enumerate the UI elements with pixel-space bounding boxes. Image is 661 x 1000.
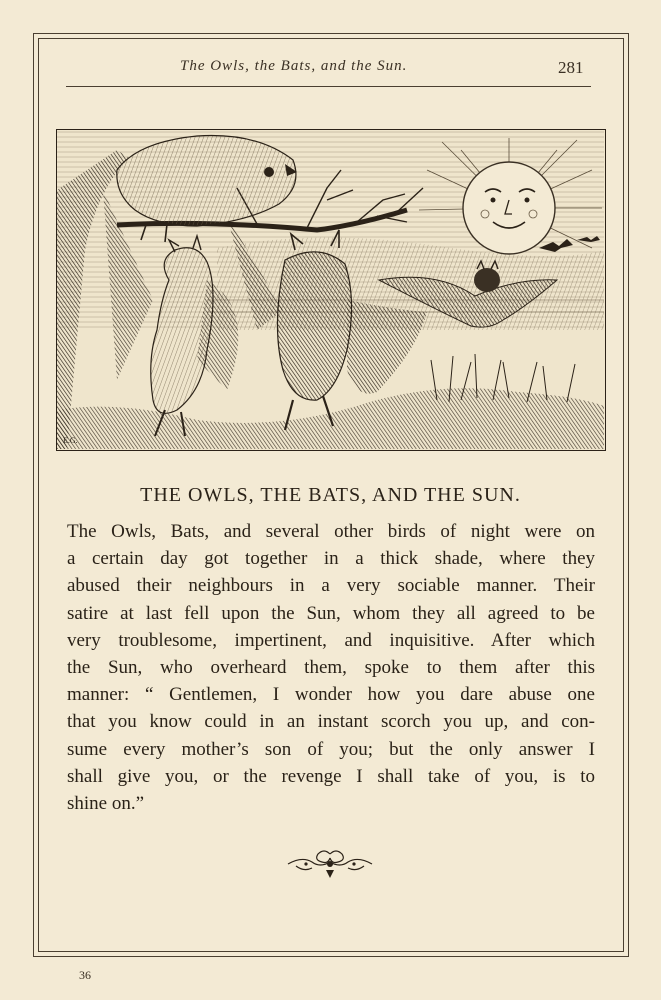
story-text [67, 518, 595, 817]
story-line: very troublesome, impertinent, and inquisitive. After which [67, 629, 595, 651]
story-line: sume every mother’s son of you; but the only answer I [67, 738, 595, 760]
engraving-drawing [57, 130, 604, 449]
story-line: satire at last fell upon the Sun, whom they all agreed to be [67, 602, 595, 624]
story-line: The Owls, Bats, and several other birds of night were on [67, 521, 595, 542]
story-title: THE OWLS, THE BATS, AND THE SUN. [140, 484, 521, 506]
story-line: shall give you, or the revenge I shall take of you, is to [67, 765, 595, 787]
running-head: The Owls, the Bats, and the Sun. [180, 58, 408, 74]
story-line: shine on.” [67, 792, 145, 814]
engraving-illustration [56, 129, 606, 451]
header-rule [66, 86, 591, 87]
artist-initials: E.G. [63, 436, 78, 445]
story-line: abused their neighbours in a very sociable manner. Their [67, 575, 595, 597]
fleuron-ornament-icon [286, 846, 374, 880]
story-line: the Sun, who overheard them, spoke to them after this [67, 656, 595, 678]
signature-number: 36 [79, 968, 91, 982]
story-line: that you know could in an instant scorch you up, and con- [67, 711, 595, 733]
story-line: a certain day got together in a thick shade, where they [67, 548, 595, 570]
page-number: 281 [558, 58, 584, 77]
story-line: manner: “ Gentlemen, I wonder how you dare abuse one [67, 684, 595, 706]
sun-face [463, 162, 555, 254]
